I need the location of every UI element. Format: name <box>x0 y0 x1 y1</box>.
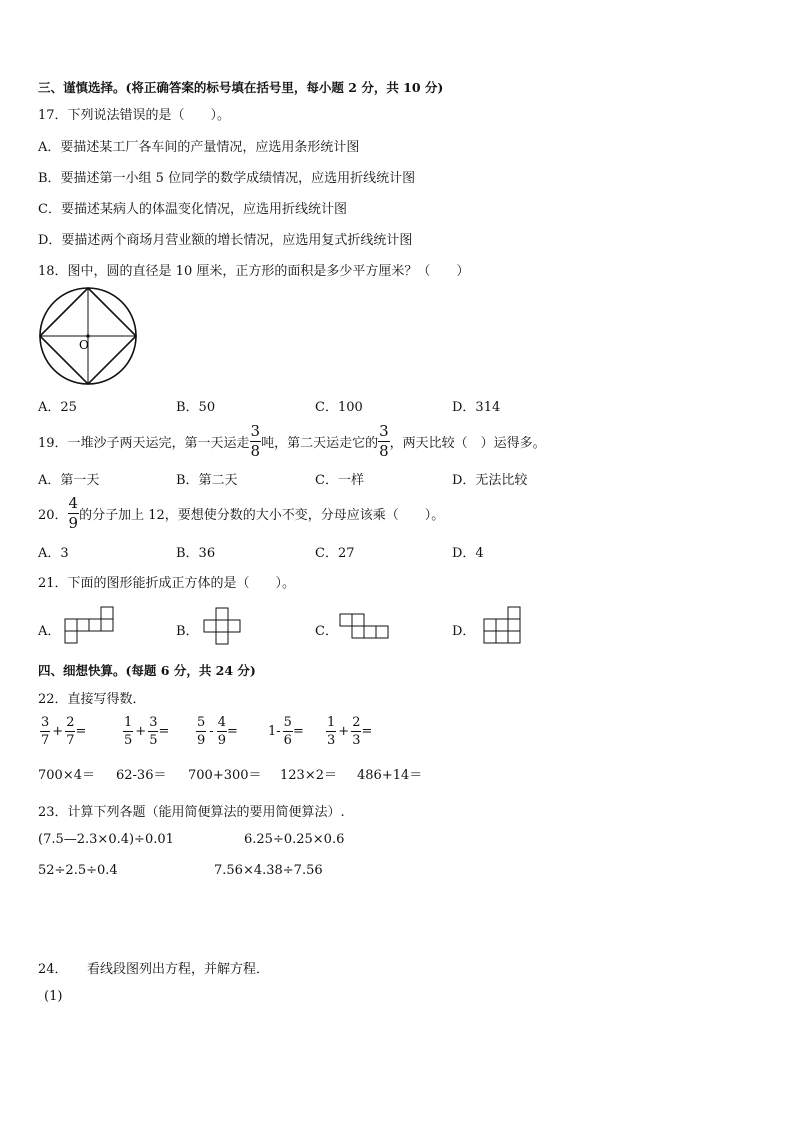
fraction-numerator: 5 <box>197 714 206 730</box>
fraction-denominator: 3 <box>327 732 336 748</box>
question-21-option-a-label: A． <box>38 624 61 639</box>
question-19-option-a: A．第一天 <box>38 473 100 488</box>
fraction-denominator: 9 <box>68 513 79 532</box>
question-17-option-c: C．要描述某病人的体温变化情况，应选用折线统计图 <box>38 202 347 217</box>
equals-sign: = <box>75 723 87 739</box>
fraction-denominator: 9 <box>197 732 206 748</box>
operator: + <box>135 723 147 739</box>
fraction-expression-4 <box>268 711 304 751</box>
question-19-text-3: ，两天比较（ ）运得多。 <box>389 435 546 451</box>
q23-expression-1: (7.5—2.3×0.4)÷0.01 <box>38 832 174 847</box>
calc-item-2: 62-36＝ <box>116 768 167 783</box>
equals-sign: = <box>292 723 304 739</box>
fraction-numerator: 2 <box>66 714 75 730</box>
question-18-option-c: C．100 <box>315 400 363 415</box>
fraction-denominator: 7 <box>66 732 75 748</box>
fraction-3-8-first <box>250 421 262 460</box>
question-21-option-d-label: D． <box>452 624 476 639</box>
question-20-text: 的分子加上 12，要想使分数的大小不变，分母应该乘（ ）。 <box>79 507 445 523</box>
question-20-option-c: C．27 <box>315 546 355 561</box>
fraction-numerator: 3 <box>250 421 261 440</box>
circle-square-figure <box>38 287 138 387</box>
fraction-denominator: 5 <box>149 732 158 748</box>
question-20-stem <box>38 493 444 533</box>
question-19-option-d: D．无法比较 <box>452 473 528 488</box>
question-18-stem: 18．图中，圆的直径是 10 厘米，正方形的面积是多少平方厘米？（ ） <box>38 264 470 279</box>
fraction-expression-3 <box>196 711 238 751</box>
fraction-numerator: 3 <box>379 421 389 440</box>
fraction-numerator: 4 <box>217 714 226 730</box>
calc-item-3: 700+300＝ <box>188 768 262 783</box>
question-20-option-a: A．3 <box>38 546 69 561</box>
fraction-3-8-second <box>378 421 390 460</box>
question-19-stem <box>38 421 546 461</box>
question-20-option-d: D．4 <box>452 546 484 561</box>
fraction-numerator: 2 <box>352 714 361 730</box>
cube-net-b <box>203 607 245 647</box>
fraction-numerator: 4 <box>68 493 79 512</box>
cube-net-a <box>65 606 117 646</box>
question-18-option-d: D．314 <box>452 400 501 415</box>
question-18-option-a: A．25 <box>38 400 77 415</box>
question-18-option-b: B．50 <box>176 400 216 415</box>
fraction-denominator: 8 <box>250 441 261 460</box>
fraction-denominator: 8 <box>379 441 389 460</box>
question-19-text-2: 吨，第二天运走它的 <box>261 435 379 451</box>
operator: + <box>338 723 350 739</box>
question-19-text-1: 19．一堆沙子两天运完，第一天运走 <box>38 435 250 451</box>
fraction-numerator: 5 <box>283 714 292 730</box>
question-24-stem: 24． 看线段图列出方程，并解方程． <box>38 962 270 977</box>
q23-expression-3: 52÷2.5÷0.4 <box>38 863 118 878</box>
q23-expression-4: 7.56×4.38÷7.56 <box>214 863 323 878</box>
fraction-numerator: 1 <box>327 714 336 730</box>
section-3-title: 三、谨慎选择。(将正确答案的标号填在括号里，每小题 2 分，共 10 分) <box>38 80 444 95</box>
question-24-sub-1: (1) <box>44 989 63 1004</box>
fraction-expression-1 <box>40 711 86 751</box>
question-20-prefix: 20． <box>38 507 68 523</box>
fraction-numerator: 3 <box>149 714 158 730</box>
question-17-option-d: D．要描述两个商场月营业额的增长情况，应选用复式折线统计图 <box>38 233 413 248</box>
question-19-option-b: B．第二天 <box>176 473 238 488</box>
operator: - <box>209 723 214 739</box>
section-4-title: 四、细想快算。(每题 6 分，共 24 分) <box>38 663 256 678</box>
question-22-stem: 22．直接写得数． <box>38 692 146 707</box>
equals-sign: = <box>158 723 170 739</box>
fraction-expression-2 <box>123 711 169 751</box>
cube-net-c <box>339 613 393 641</box>
equals-sign: = <box>226 723 238 739</box>
fraction-4-9 <box>68 493 80 532</box>
center-label: O <box>79 338 89 352</box>
leading-term: 1- <box>268 723 281 739</box>
fraction-denominator: 9 <box>217 732 226 748</box>
question-21-stem: 21．下面的图形能折成正方体的是（ ）。 <box>38 576 296 591</box>
fraction-denominator: 6 <box>283 732 292 748</box>
question-17-option-b: B．要描述第一小组 5 位同学的数学成绩情况，应选用折线统计图 <box>38 171 416 186</box>
question-21-option-b-label: B． <box>176 624 199 639</box>
question-23-stem: 23．计算下列各题（能用简便算法的要用简便算法）. <box>38 805 345 820</box>
question-17-stem: 17．下列说法错误的是（ ）。 <box>38 108 231 123</box>
question-20-option-b: B．36 <box>176 546 216 561</box>
operator: + <box>52 723 64 739</box>
question-17-option-a: A．要描述某工厂各车间的产量情况，应选用条形统计图 <box>38 140 360 155</box>
fraction-denominator: 7 <box>41 732 50 748</box>
fraction-numerator: 1 <box>124 714 133 730</box>
fraction-numerator: 3 <box>41 714 50 730</box>
calc-item-5: 486+14＝ <box>357 768 423 783</box>
fraction-denominator: 5 <box>124 732 133 748</box>
cube-net-d <box>483 606 525 648</box>
fraction-expression-5 <box>326 711 372 751</box>
calc-item-4: 123×2＝ <box>280 768 337 783</box>
question-19-option-c: C．一样 <box>315 473 364 488</box>
equals-sign: = <box>361 723 373 739</box>
fraction-denominator: 3 <box>352 732 361 748</box>
q23-expression-2: 6.25÷0.25×0.6 <box>244 832 345 847</box>
question-21-option-c-label: C． <box>315 624 338 639</box>
calc-item-1: 700×4＝ <box>38 768 95 783</box>
